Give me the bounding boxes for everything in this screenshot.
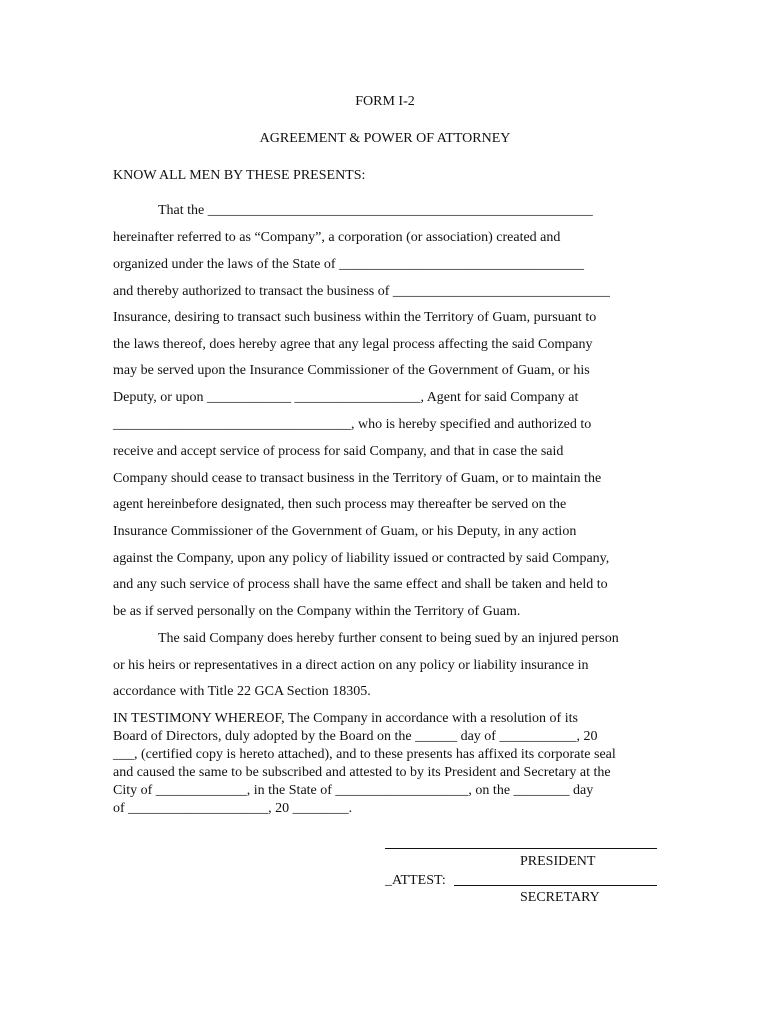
body-line: Company should cease to transact business in the Territory of Guam, or to maintain the [113,471,602,486]
testimony-line: of ____________________, 20 ________. [113,801,353,816]
testimony-line: City of _____________, in the State of ___________________, on the ________ day [113,783,594,798]
body-line: organized under the laws of the State of ___________________________________ [113,257,585,272]
body-line: agent hereinbefore designated, then such process may thereafter be served on the [113,497,567,512]
body-line: receive and accept service of process for said Company, and that in case the said [113,444,564,459]
body-line: against the Company, upon any policy of liability issued or contracted by said Company, [113,551,610,566]
secretary-label: SECRETARY [520,890,600,905]
body-line: be as if served personally on the Company within the Territory of Guam. [113,604,521,619]
body-line: The said Company does hereby further consent to being sued by an injured person [158,631,619,646]
body-line: Insurance Commissioner of the Government of Guam, or his Deputy, in any action [113,524,577,539]
body-line: Insurance, desiring to transact such business within the Territory of Guam, pursuant to [113,310,597,325]
body-line: __________________________________, who is hereby specified and authorized to [113,417,592,432]
form-number: FORM I-2 [355,94,415,109]
president-signature-line[interactable] [385,848,657,849]
testimony-line: Board of Directors, duly adopted by the Board on the ______ day of ___________, 20 [113,729,598,744]
form-title: AGREEMENT & POWER OF ATTORNEY [259,131,511,146]
secretary-signature-line[interactable] [454,885,657,886]
body-line: the laws thereof, does hereby agree that any legal process affecting the said Company [113,337,593,352]
opening-line: KNOW ALL MEN BY THESE PRESENTS: [113,168,366,183]
testimony-line: and caused the same to be subscribed and attested to by its President and Secretary at the [113,765,611,780]
testimony-line: ___, (certified copy is hereto attached), and to these presents has affixed its corporate seal [113,747,616,762]
attest-label: _ATTEST: [385,873,446,888]
body-line: and thereby authorized to transact the business of _______________________________ [113,284,610,299]
body-line: may be served upon the Insurance Commissioner of the Government of Guam, or his [113,363,590,378]
body-line: That the _______________________________________________________ [158,203,593,218]
body-line: accordance with Title 22 GCA Section 18305. [113,684,371,699]
body-line: Deputy, or upon ____________ __________________, Agent for said Company at [113,390,579,405]
body-line: and any such service of process shall have the same effect and shall be taken and held to [113,577,608,592]
president-label: PRESIDENT [520,854,596,869]
body-line: or his heirs or representatives in a direct action on any policy or liability insurance in [113,658,589,673]
body-line: hereinafter referred to as “Company”, a corporation (or association) created and [113,230,561,245]
testimony-line: IN TESTIMONY WHEREOF, The Company in accordance with a resolution of its [113,711,578,726]
